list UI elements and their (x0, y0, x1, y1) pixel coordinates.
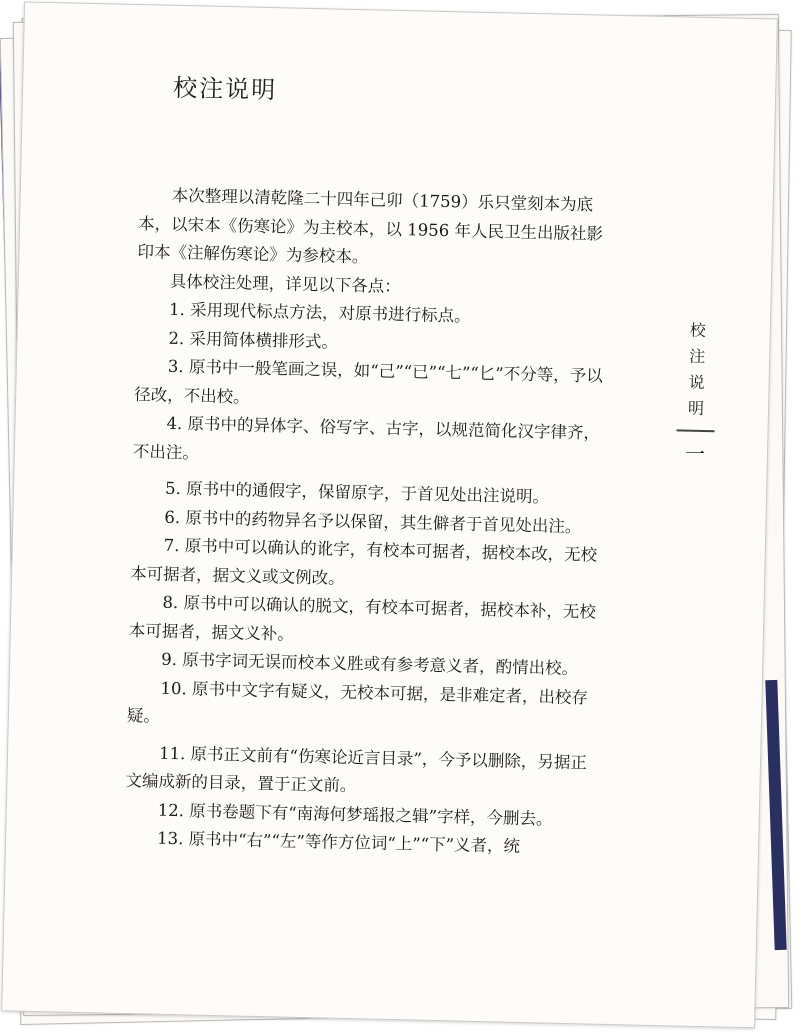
paragraph: 本次整理以清乾隆二十四年己卯（1759）乐只堂刻本为底本，以宋本《伤寒论》为主校本，以 1956 年人民卫生出版社影印本《注解伤寒论》为参校本。 (137, 185, 604, 267)
running-header-char: 注 (688, 346, 706, 366)
list-item: 5. 原书中的通假字，保留原字，于首见处出注说明。 (164, 478, 550, 507)
running-header-char: 校 (689, 320, 707, 340)
body-text (124, 181, 609, 863)
running-header-char: 明 (687, 398, 705, 418)
document-page (1, 1, 778, 1028)
list-item: 8. 原书中可以确认的脱文，有校本可据者，据校本补，无校本可据者，据文义补。 (128, 592, 597, 644)
list-item: 11. 原书正文前有“伤寒论近言目录”，今予以删除，另据正文编成新的目录，置于正文前。 (125, 743, 588, 796)
list-item: 10. 原书中文字有疑义，无校本可据，是非难定者，出校存疑。 (126, 678, 589, 726)
page-title: 校注说明 (172, 73, 278, 105)
list-item: 2. 采用简体横排形式。 (168, 328, 339, 352)
list-item: 13. 原书中“右”“左”等作方位词“上”“下”义者，统 (156, 828, 521, 856)
list-item: 9. 原书字词无误而校本义胜或有参考意义者，酌情出校。 (160, 649, 579, 679)
list-item: 3. 原书中一般笔画之误，如“己”“已”“七”“匕”不分等，予以径改，不出校。 (134, 356, 603, 407)
paragraph: 具体校注处理，详见以下各点： (169, 271, 401, 296)
running-header-vertical (675, 317, 718, 466)
page-number: 一 (684, 441, 706, 467)
list-item: 1. 采用现代标点方法，对原书进行标点。 (168, 299, 471, 326)
list-item: 4. 原书中的异体字、俗写字、古字，以规范简化汉字律齐，不出注。 (132, 413, 601, 463)
list-item: 6. 原书中的药物异名予以保留，其生僻者于首见处出注。 (164, 507, 582, 536)
divider (677, 429, 715, 432)
running-header-char: 说 (688, 372, 705, 392)
list-item: 7. 原书中可以确认的讹字，有校本可据者，据校本改，无校本可据者，据文义或文例改。 (129, 535, 598, 588)
list-item: 12. 原书卷题下有“南海何梦瑶报之辑”字样，今删去。 (157, 800, 553, 829)
